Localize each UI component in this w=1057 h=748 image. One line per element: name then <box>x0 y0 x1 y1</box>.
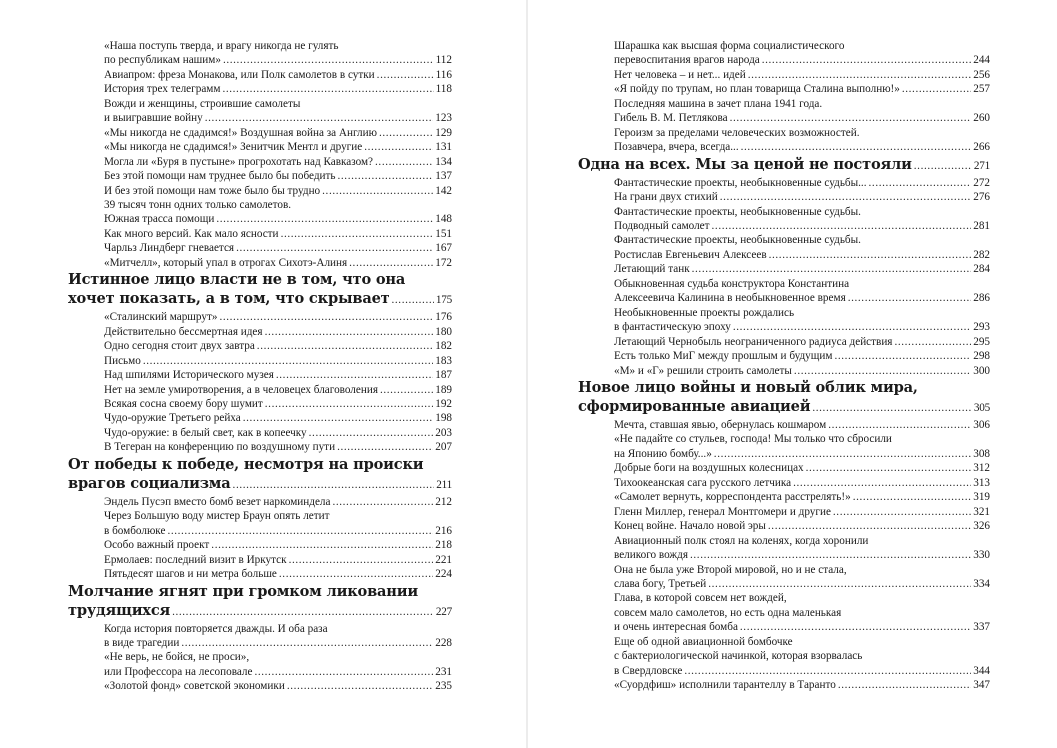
toc-entry-title-line: Летающий танк <box>614 263 690 276</box>
dot-leader <box>205 111 433 125</box>
dot-leader <box>236 241 433 255</box>
toc-entry-title-line: по республикам нашим» <box>104 54 221 67</box>
toc-page-number: 148 <box>435 213 452 226</box>
dot-leader <box>289 553 434 567</box>
toc-entry-title-line: хочет показать, а в том, что скрывает <box>68 290 390 308</box>
toc-page-number: 218 <box>435 539 452 552</box>
toc-entry-title-line: Действительно бессмертная идея <box>104 325 263 338</box>
toc-entry <box>68 368 452 382</box>
toc-entry-title-line: Письмо <box>104 354 141 367</box>
dot-leader <box>377 68 434 82</box>
toc-entry <box>68 140 452 154</box>
toc-entry-title-line: На грани двух стихий <box>614 191 718 204</box>
toc-page-number: 334 <box>973 577 990 590</box>
dot-leader <box>375 155 433 169</box>
dot-leader <box>692 262 972 276</box>
toc-entry <box>578 461 990 475</box>
toc-entry-title-line: и выигравшие войну <box>104 112 203 125</box>
dot-leader <box>223 53 434 67</box>
toc-entry-title-line: Обыкновенная судьба конструктора Константина <box>614 277 850 290</box>
toc-entry-title-line: Необыкновенные проекты рождались <box>614 306 795 319</box>
toc-column-left <box>68 39 452 694</box>
dot-leader <box>279 567 433 581</box>
toc-entry-title-line: Чудо-оружие: в белый свет, как в копеечку <box>104 426 307 439</box>
toc-page-number: 337 <box>973 621 990 634</box>
toc-entry-title-line: Добрые боги на воздушных колесницах <box>614 462 804 475</box>
toc-page-number: 180 <box>435 325 452 338</box>
toc-entry-title-line: Еще об одной авиационной бомбочке <box>614 635 793 648</box>
toc-entry-title-line: Гленн Миллер, генерал Монтгомери и другие <box>614 505 831 518</box>
toc-page-number: 203 <box>435 426 452 439</box>
toc-section-heading <box>68 455 452 495</box>
toc-section-heading <box>68 270 452 310</box>
left-page <box>0 0 526 748</box>
toc-entry <box>68 97 452 126</box>
toc-page-number: 131 <box>435 141 452 154</box>
toc-entry-title-line: Вожди и женщины, строившие самолеты <box>104 97 301 110</box>
dot-leader <box>914 157 972 176</box>
toc-entry-title-line: слава богу, Третьей <box>614 577 707 590</box>
toc-entry-title-line: в виде трагедии <box>104 636 180 649</box>
toc-page-number: 293 <box>973 321 990 334</box>
dot-leader <box>768 519 971 533</box>
toc-entry <box>68 169 452 183</box>
dot-leader <box>364 140 433 154</box>
toc-page-number: 211 <box>436 478 452 491</box>
toc-page-number: 175 <box>435 294 452 307</box>
toc-entry <box>578 364 990 378</box>
toc-entry-title-line: «Мы никогда не сдадимся!» Зенитчик Ментл и другие <box>104 141 363 154</box>
toc-entry-title-line: Без этой помощи нам труднее было бы победить <box>104 170 336 183</box>
toc-entry-title-line: Позавчера, вчера, всегда... <box>614 141 739 154</box>
toc-entry <box>578 591 990 634</box>
toc-entry <box>68 397 452 411</box>
toc-entry-title-line: Новое лицо войны и новый облик мира, <box>578 378 918 396</box>
toc-entry-title-line: Одно сегодня стоит двух завтра <box>104 340 255 353</box>
toc-entry-title-line: Как много версий. Как мало ясности <box>104 227 279 240</box>
toc-entry <box>578 68 990 82</box>
toc-page-number: 272 <box>973 176 990 189</box>
toc-entry-title-line: Тихоокеанская сага русского летчика <box>614 476 792 489</box>
toc-section-heading <box>68 582 452 622</box>
toc-page-number: 183 <box>435 354 452 367</box>
toc-entry-title-line: Фантастические проекты, необыкновенные судьбы... <box>614 176 867 189</box>
toc-entry-title-line: Ермолаев: последний визит в Иркутск <box>104 553 287 566</box>
dot-leader <box>167 524 433 538</box>
toc-column-right <box>578 39 990 693</box>
toc-entry <box>578 190 990 204</box>
dot-leader <box>309 426 434 440</box>
toc-entry-title-line: или Профессора на лесоповале <box>104 665 253 678</box>
dot-leader <box>322 184 433 198</box>
toc-entry <box>68 325 452 339</box>
dot-leader <box>392 291 434 310</box>
toc-entry <box>68 126 452 140</box>
toc-entry-title-line: Всякая сосна своему бору шумит <box>104 397 263 410</box>
toc-entry-title-line: в бомболюке <box>104 524 166 537</box>
toc-page-number: 187 <box>435 369 452 382</box>
toc-page-number: 300 <box>973 364 990 377</box>
toc-page-number: 151 <box>435 227 452 240</box>
toc-page-number: 172 <box>435 256 452 269</box>
toc-entry-title-line: «Не падайте со стульев, господа! Мы только что сбросили <box>614 433 892 446</box>
dot-leader <box>143 354 433 368</box>
toc-page-number: 212 <box>435 495 452 508</box>
dot-leader <box>379 126 433 140</box>
toc-entry <box>68 155 452 169</box>
right-page <box>528 0 1057 748</box>
toc-entry-title-line: Эндель Пусэп вместо бомб везет наркоминдела <box>104 495 331 508</box>
toc-entry <box>68 82 452 96</box>
toc-entry-title-line: История трех телеграмм <box>104 83 221 96</box>
toc-entry <box>68 411 452 425</box>
toc-page-number: 116 <box>435 68 452 81</box>
toc-entry-title-line: в фантастическую эпоху <box>614 321 731 334</box>
toc-entry <box>578 563 990 592</box>
toc-entry <box>68 383 452 397</box>
dot-leader <box>838 678 971 692</box>
toc-entry <box>68 679 452 693</box>
toc-page-number: 182 <box>435 340 452 353</box>
toc-entry-title-line: Шарашка как высшая форма социалистического <box>614 40 845 52</box>
dot-leader <box>380 383 433 397</box>
toc-page-number: 312 <box>973 462 990 475</box>
toc-entry <box>578 82 990 96</box>
toc-page-number: 137 <box>435 170 452 183</box>
dot-leader <box>684 664 971 678</box>
toc-entry-title-line: Южная трасса помощи <box>104 213 215 226</box>
toc-entry <box>578 519 990 533</box>
toc-page-number: 305 <box>973 401 990 414</box>
dot-leader <box>349 256 433 270</box>
toc-entry-title-line: «Митчелл», который упал в отрогах Сихотэ-Алиня <box>104 256 348 269</box>
toc-entry <box>68 622 452 651</box>
toc-page-number: 286 <box>973 292 990 305</box>
toc-entry <box>578 176 990 190</box>
toc-entry <box>578 233 990 262</box>
toc-entry-title-line: в Свердловске <box>614 664 683 677</box>
dot-leader <box>332 495 433 509</box>
dot-leader <box>720 190 971 204</box>
dot-leader <box>233 476 435 495</box>
toc-page-number: 198 <box>435 412 452 425</box>
toc-entry-title-line: Могла ли «Буря в пустыне» прогрохотать над Кавказом? <box>104 155 374 168</box>
toc-entry-title-line: Одна на всех. Мы за ценой не постояли <box>578 155 912 173</box>
toc-page-number: 207 <box>435 441 452 454</box>
toc-entry-title-line: совсем мало самолетов, но есть одна маленькая <box>614 606 842 619</box>
toc-page-number: 282 <box>973 248 990 261</box>
toc-entry <box>578 39 990 68</box>
toc-entry <box>68 538 452 552</box>
toc-page-number: 260 <box>973 112 990 125</box>
toc-page-number: 306 <box>973 418 990 431</box>
toc-page-number: 344 <box>973 664 990 677</box>
toc-entry-title-line: Авиапром: фреза Монакова, или Полк самолетов в сутки <box>104 68 375 81</box>
toc-entry-title-line: Ростислав Евгеньевич Алексеев <box>614 248 767 261</box>
toc-entry-title-line: «Не верь, не бойся, не проси», <box>104 651 250 664</box>
toc-page-number: 276 <box>973 191 990 204</box>
dot-leader <box>853 490 972 504</box>
toc-page-number: 319 <box>973 491 990 504</box>
dot-leader <box>794 364 971 378</box>
toc-page-number: 295 <box>973 335 990 348</box>
toc-entry-title-line: и очень интересная бомба <box>614 621 738 634</box>
toc-entry-title-line: Она не была уже Второй мировой, но и не стала, <box>614 563 847 576</box>
toc-entry-title-line: Летающий Чернобыль неограниченного радиуса действия <box>614 335 893 348</box>
toc-entry <box>68 426 452 440</box>
toc-entry-title-line: трудящихся <box>68 601 171 619</box>
toc-entry-title-line: Нет человека – и нет... идей <box>614 68 746 81</box>
toc-page-number: 330 <box>973 549 990 562</box>
dot-leader <box>733 320 971 334</box>
dot-leader <box>276 368 433 382</box>
dot-leader <box>690 548 971 562</box>
toc-page-number: 228 <box>435 636 452 649</box>
toc-page-number: 176 <box>435 311 452 324</box>
toc-entry <box>578 277 990 306</box>
dot-leader <box>219 310 433 324</box>
toc-entry <box>578 126 990 155</box>
toc-entry-title-line: «Я пойду по трупам, но план товарища Сталина выполню!» <box>614 83 900 96</box>
toc-entry-title-line: врагов социализма <box>68 474 231 492</box>
dot-leader <box>254 665 433 679</box>
dot-leader <box>748 68 972 82</box>
toc-page-number: 298 <box>973 350 990 363</box>
toc-entry <box>578 432 990 461</box>
toc-page-number: 129 <box>435 126 452 139</box>
toc-entry <box>68 39 452 68</box>
dot-leader <box>730 111 972 125</box>
toc-section-heading <box>578 155 990 176</box>
toc-entry <box>578 349 990 363</box>
toc-entry <box>578 97 990 126</box>
dot-leader <box>762 53 971 67</box>
dot-leader <box>222 82 433 96</box>
toc-entry-title-line: В Тегеран на конференцию по воздушному пути <box>104 441 336 454</box>
toc-entry-title-line: с бактериологической начинкой, которая взорвалась <box>614 650 863 663</box>
dot-leader <box>712 219 972 233</box>
toc-page-number: 326 <box>973 520 990 533</box>
dot-leader <box>833 505 971 519</box>
toc-entry-title-line: Пятьдесят шагов и ни метра больше <box>104 568 277 581</box>
dot-leader <box>287 679 433 693</box>
toc-page-number: 321 <box>973 505 990 518</box>
toc-entry <box>578 505 990 519</box>
toc-entry <box>68 184 452 198</box>
dot-leader <box>257 339 433 353</box>
dot-leader <box>741 140 972 154</box>
toc-entry <box>68 241 452 255</box>
toc-entry-title-line: Над шпилями Исторического музея <box>104 369 274 382</box>
toc-entry <box>68 227 452 241</box>
toc-page-number: 192 <box>435 397 452 410</box>
toc-page-number: 235 <box>435 680 452 693</box>
toc-page-number: 123 <box>435 112 452 125</box>
toc-entry <box>578 678 990 692</box>
toc-entry <box>68 354 452 368</box>
toc-entry <box>68 256 452 270</box>
toc-entry <box>578 335 990 349</box>
toc-entry-title-line: Конец войне. Начало новой эры <box>614 520 766 533</box>
toc-entry-title-line: Героизм за пределами человеческих возможностей. <box>614 126 860 139</box>
toc-page-number: 216 <box>435 524 452 537</box>
dot-leader <box>812 399 971 418</box>
toc-entry-title-line: «Суордфиш» исполнили тарантеллу в Таранто <box>614 679 836 692</box>
toc-entry-title-line: Молчание ягнят при громком ликовании <box>68 582 418 600</box>
toc-page-number: 118 <box>435 83 452 96</box>
toc-entry <box>578 534 990 563</box>
toc-page-number: 313 <box>973 476 990 489</box>
toc-page-number: 112 <box>435 54 452 67</box>
dot-leader <box>211 538 433 552</box>
toc-entry-title-line: От победы к победе, несмотря на происки <box>68 455 424 473</box>
dot-leader <box>337 440 433 454</box>
dot-leader <box>181 636 433 650</box>
toc-entry-title-line: Чудо-оружие Третьего рейха <box>104 412 241 425</box>
dot-leader <box>902 82 971 96</box>
toc-entry-title-line: Фантастические проекты, необыкновенные судьбы. <box>614 234 861 247</box>
dot-leader <box>894 335 971 349</box>
dot-leader <box>828 418 971 432</box>
toc-entry-title-line: Последняя машина в зачет плана 1941 года. <box>614 97 823 110</box>
toc-entry <box>68 553 452 567</box>
dot-leader <box>172 603 434 622</box>
toc-entry-title-line: Чарльз Линдберг гневается <box>104 242 235 255</box>
toc-entry-title-line: Глава, в которой совсем нет вождей, <box>614 592 787 605</box>
toc-entry <box>68 339 452 353</box>
toc-entry-title-line: Нет на земле умиротворения, а в человецех благоволения <box>104 383 378 396</box>
toc-entry-title-line: Гибель В. М. Петлякова <box>614 112 728 125</box>
toc-entry-title-line: на Японию бомбу...» <box>614 447 712 460</box>
toc-page-number: 308 <box>973 447 990 460</box>
toc-entry <box>68 68 452 82</box>
toc-entry-title-line: Подводный самолет <box>614 219 710 232</box>
dot-leader <box>708 577 971 591</box>
toc-entry-title-line: «М» и «Г» решили строить самолеты <box>614 364 792 377</box>
toc-page-number: 266 <box>973 141 990 154</box>
toc-entry-title-line: 39 тысяч тонн одних только самолетов. <box>104 198 292 211</box>
toc-entry-title-line: Есть только МиГ между прошлым и будущим <box>614 350 833 363</box>
toc-entry <box>578 262 990 276</box>
toc-page-number: 271 <box>973 159 990 172</box>
toc-page-number: 281 <box>973 219 990 232</box>
toc-page-number: 167 <box>435 242 452 255</box>
toc-entry-title-line: Через Большую воду мистер Браун опять летит <box>104 510 330 523</box>
toc-entry-title-line: Алексеевича Калинина в необыкновенное время <box>614 292 846 305</box>
toc-entry <box>578 418 990 432</box>
toc-page-number: 231 <box>435 665 452 678</box>
toc-entry-title-line: Мечта, ставшая явью, обернулась кошмаром <box>614 418 827 431</box>
toc-page-number: 284 <box>973 263 990 276</box>
toc-page-number: 256 <box>973 68 990 81</box>
dot-leader <box>869 176 972 190</box>
toc-entry <box>68 440 452 454</box>
toc-page-number: 189 <box>435 383 452 396</box>
dot-leader <box>265 325 434 339</box>
toc-entry-title-line: перевоспитания врагов народа <box>614 54 760 67</box>
dot-leader <box>806 461 972 475</box>
dot-leader <box>243 411 434 425</box>
dot-leader <box>216 212 433 226</box>
toc-page-number: 227 <box>435 605 452 618</box>
toc-entry-title-line: «Самолет вернуть, корреспондента расстрелять!» <box>614 491 851 504</box>
toc-entry-title-line: Когда история повторяется дважды. И оба раза <box>104 622 328 635</box>
toc-page-number: 142 <box>435 184 452 197</box>
toc-entry <box>578 306 990 335</box>
dot-leader <box>834 349 971 363</box>
toc-entry <box>68 198 452 227</box>
toc-entry <box>68 567 452 581</box>
dot-leader <box>714 447 971 461</box>
dot-leader <box>848 291 972 305</box>
toc-entry-title-line: великого вождя <box>614 549 689 562</box>
toc-entry-title-line: «Наша поступь тверда, и врагу никогда не гулять <box>104 40 339 52</box>
toc-entry <box>578 490 990 504</box>
toc-entry <box>68 495 452 509</box>
toc-entry-title-line: Авиационный полк стоял на коленях, когда хоронили <box>614 534 869 547</box>
dot-leader <box>338 169 434 183</box>
dot-leader <box>769 248 972 262</box>
toc-entry-title-line: Истинное лицо власти не в том, что она <box>68 271 406 289</box>
toc-page-number: 134 <box>435 155 452 168</box>
toc-page-number: 244 <box>973 54 990 67</box>
toc-entry <box>578 205 990 234</box>
dot-leader <box>281 227 434 241</box>
toc-entry <box>578 635 990 678</box>
toc-entry-title-line: Фантастические проекты, необыкновенные судьбы. <box>614 205 861 218</box>
toc-entry-title-line: Особо важный проект <box>104 539 210 552</box>
toc-section-heading <box>578 378 990 418</box>
toc-entry-title-line: «Сталинский маршрут» <box>104 311 218 324</box>
toc-page-number: 221 <box>435 553 452 566</box>
dot-leader <box>740 620 971 634</box>
toc-entry-title-line: И без этой помощи нам тоже было бы трудно <box>104 184 321 197</box>
dot-leader <box>265 397 433 411</box>
toc-entry-title-line: «Золотой фонд» советской экономики <box>104 680 285 693</box>
toc-entry <box>68 310 452 324</box>
toc-page-number: 224 <box>435 568 452 581</box>
toc-entry <box>68 650 452 679</box>
toc-page-number: 257 <box>973 83 990 96</box>
toc-entry-title-line: «Мы никогда не сдадимся!» Воздушная война за Англию <box>104 126 377 139</box>
toc-entry <box>578 476 990 490</box>
toc-page-number: 347 <box>973 679 990 692</box>
dot-leader <box>793 476 971 490</box>
toc-entry <box>68 509 452 538</box>
toc-entry-title-line: сформированные авиацией <box>578 397 811 415</box>
